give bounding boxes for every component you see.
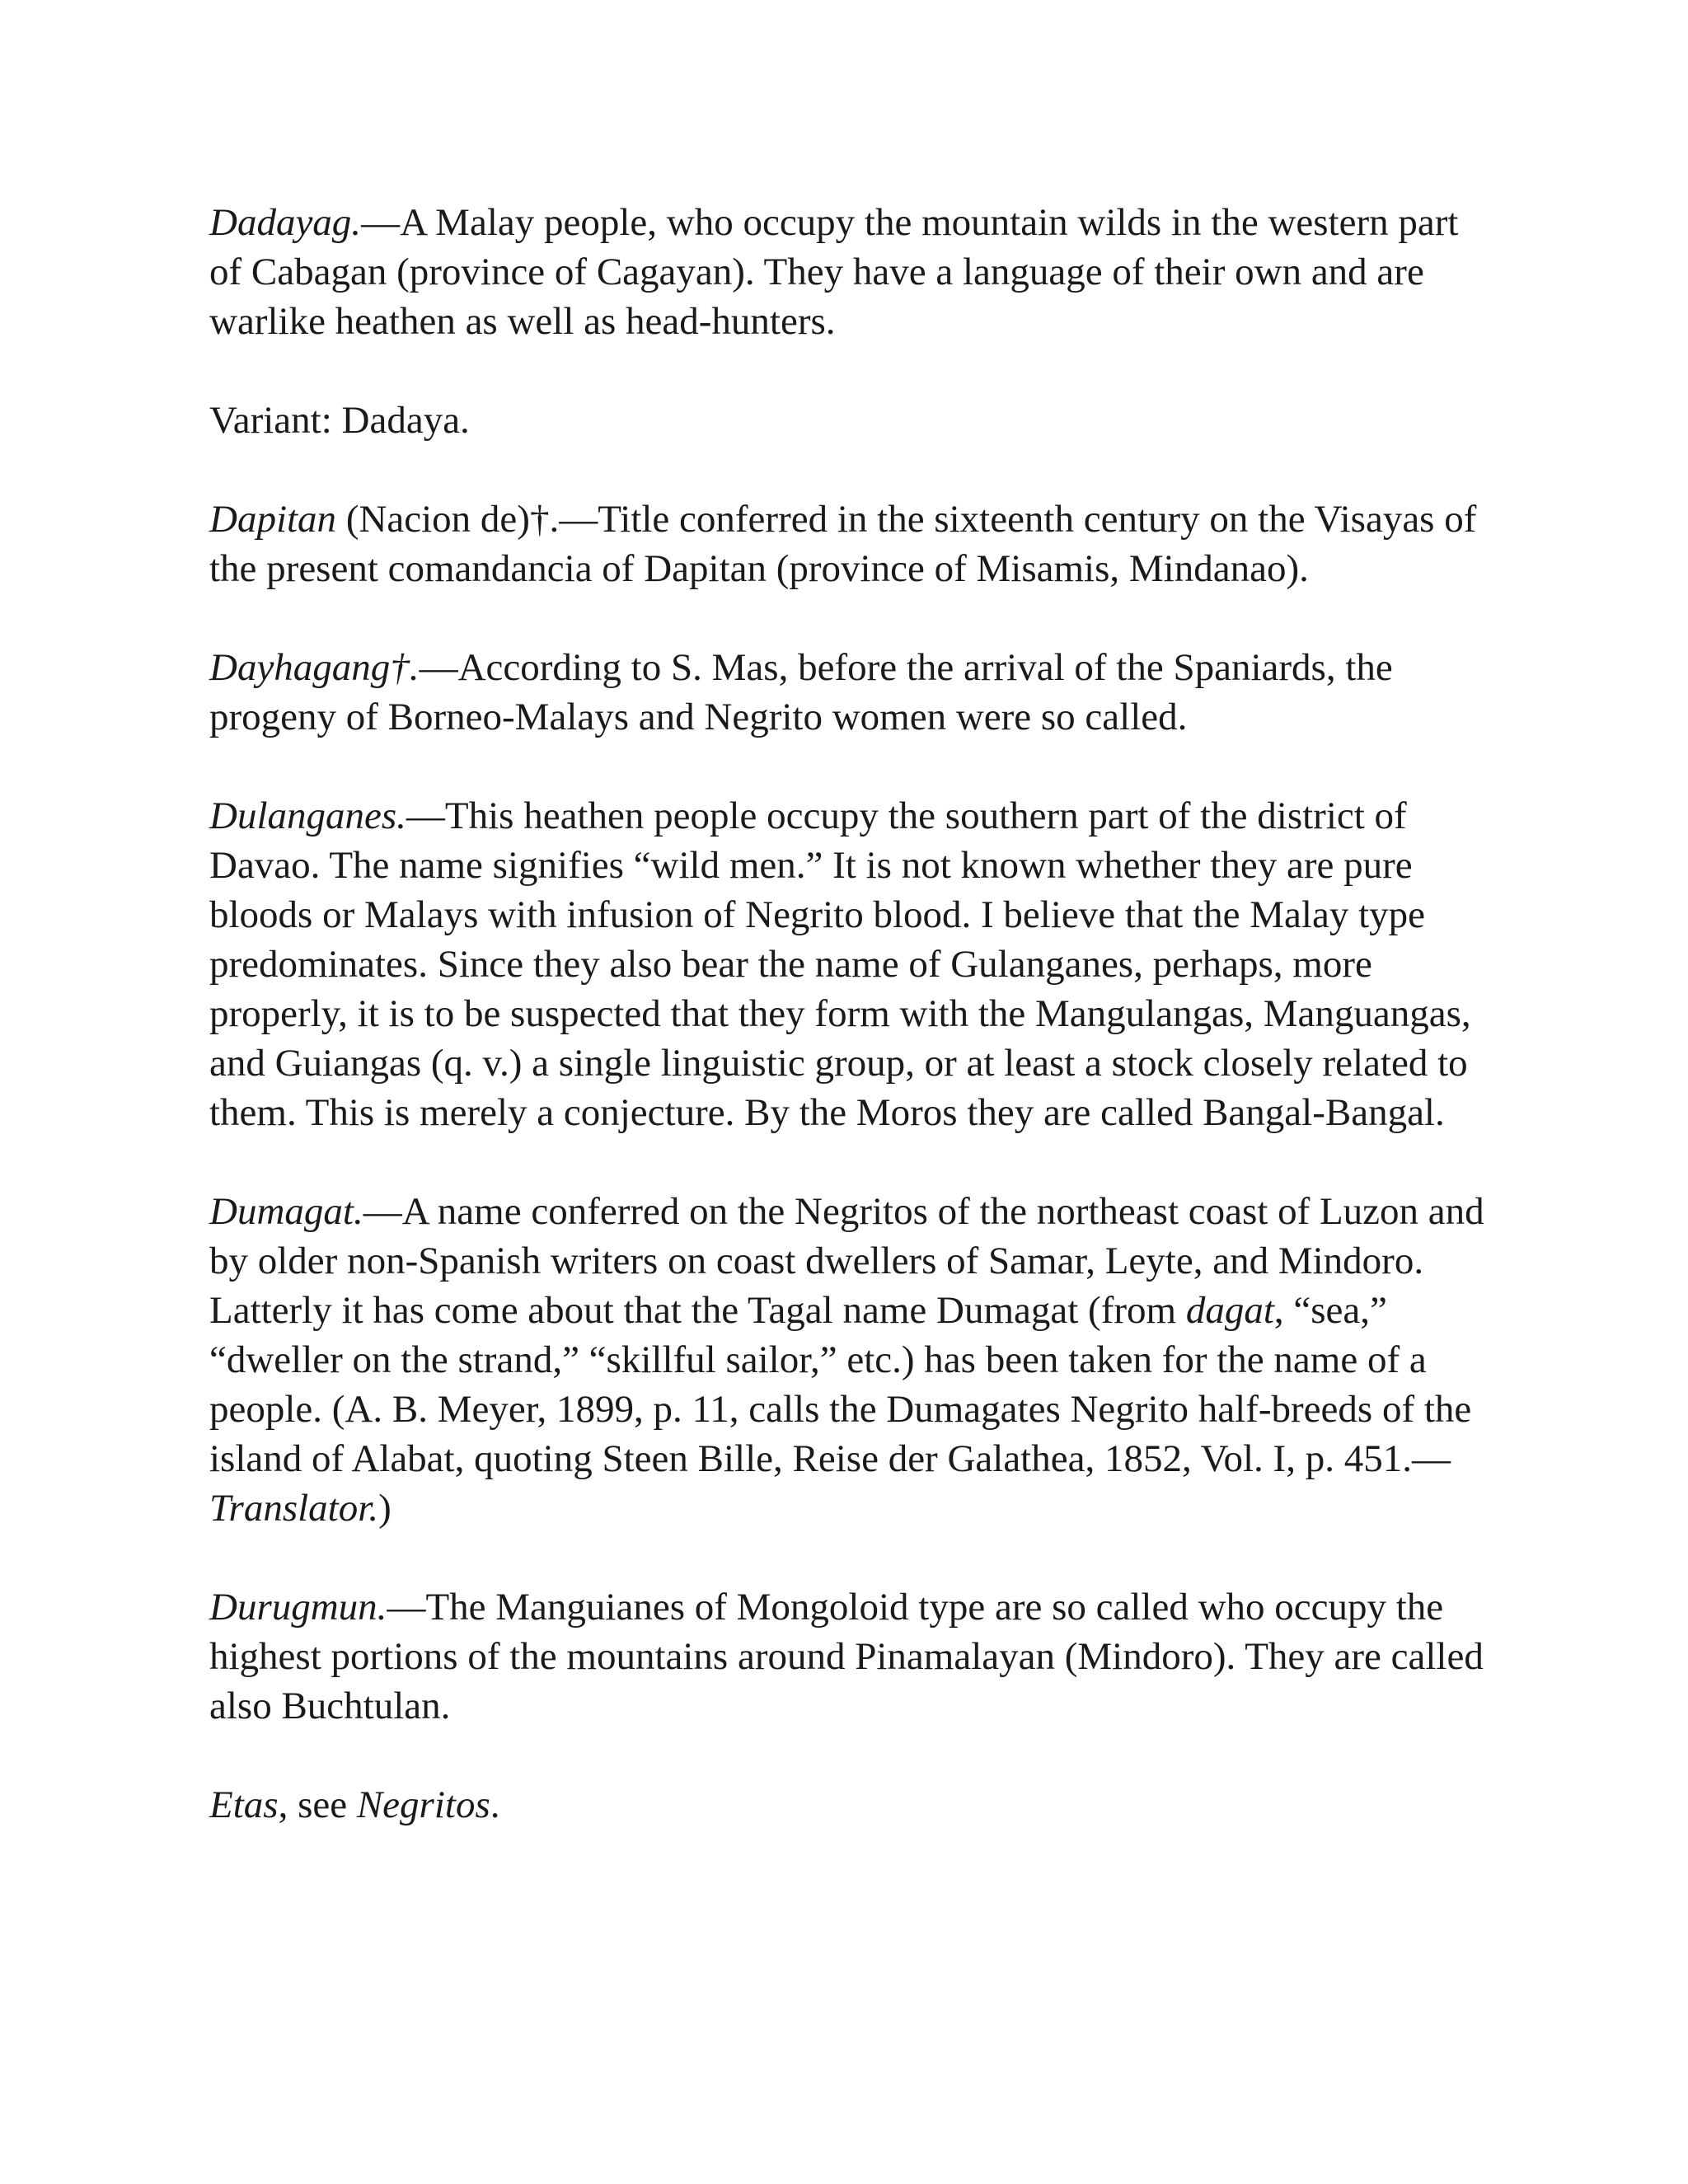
entry-body: —This heathen people occupy the southern part of the district of Davao. The name signifies “wild men.” It is not known whether they are pure bloods or Malays with infusion of Negrito blood. I believe that the Malay type predominates. Since they also bear the name of Gulanganes, perhaps, more properly, it is to be suspected that they form with the Mangulangas, Manguangas, and Guiangas (q. v.) a single linguistic group, or at least a stock closely related to them. This is merely a conjecture. By the Moros they are called Bangal-Bangal. <box>209 794 1471 1134</box>
entry-body: . <box>490 1783 500 1826</box>
cross-reference-link: Negritos <box>356 1783 490 1826</box>
entry-dayhagang <box>209 643 1495 742</box>
entry-etas <box>209 1780 1495 1830</box>
entry-dadayag <box>209 198 1495 346</box>
entry-body: —According to S. Mas, before the arrival of the Spaniards, the progeny of Borneo-Malays and Negrito women were so called. <box>209 646 1393 738</box>
entry-italic-word: dagat <box>1185 1289 1274 1332</box>
entry-variant-dadaya <box>209 396 1495 445</box>
entry-body: (Nacion de)†.—Title conferred in the sixteenth century on the Visayas of the present comandancia of Dapitan (province of Misamis, Mindanao). <box>209 498 1477 590</box>
entry-body: —The Manguianes of Mongoloid type are so called who occupy the highest portions of the mountains around Pinamalayan (Mindoro). They are called also Buchtulan. <box>209 1586 1484 1727</box>
entry-body: —A Malay people, who occupy the mountain wilds in the western part of Cabagan (province of Cagayan). They have a language of their own and are warlike heathen as well as head-hunters. <box>209 201 1459 343</box>
entry-durugmun <box>209 1582 1495 1731</box>
entry-body: Variant: Dadaya. <box>209 399 470 442</box>
entry-term: Durugmun. <box>209 1586 387 1629</box>
entry-body: ) <box>378 1487 392 1530</box>
entry-term: Dulanganes. <box>209 794 406 837</box>
entry-italic-word: Translator. <box>209 1487 379 1530</box>
entry-dumagat <box>209 1187 1495 1533</box>
entry-body: , see <box>278 1783 357 1826</box>
document-page <box>209 198 1495 1830</box>
entry-term: Dadayag. <box>209 201 362 244</box>
entry-body: , “sea,” “dweller on the strand,” “skillful sailor,” etc.) has been taken for the name of a people. (A. B. Meyer, 1899, p. 11, calls the Dumagates Negrito half-breeds of the island of Alabat, quoting Steen Bille, Reise der Galathea, 1852, Vol. I, p. 451.— <box>209 1289 1472 1480</box>
entry-term: Dayhagang†. <box>209 646 420 689</box>
entry-dulanganes <box>209 791 1495 1137</box>
entry-term: Etas <box>209 1783 279 1826</box>
entry-body: —A name conferred on the Negritos of the northeast coast of Luzon and by older non-Spanish writers on coast dwellers of Samar, Leyte, and Mindoro. Latterly it has come about that the Tagal name Dumagat (from <box>209 1190 1484 1332</box>
entry-dapitan <box>209 494 1495 593</box>
entry-term: Dapitan <box>209 498 337 541</box>
entry-term: Dumagat. <box>209 1190 363 1233</box>
